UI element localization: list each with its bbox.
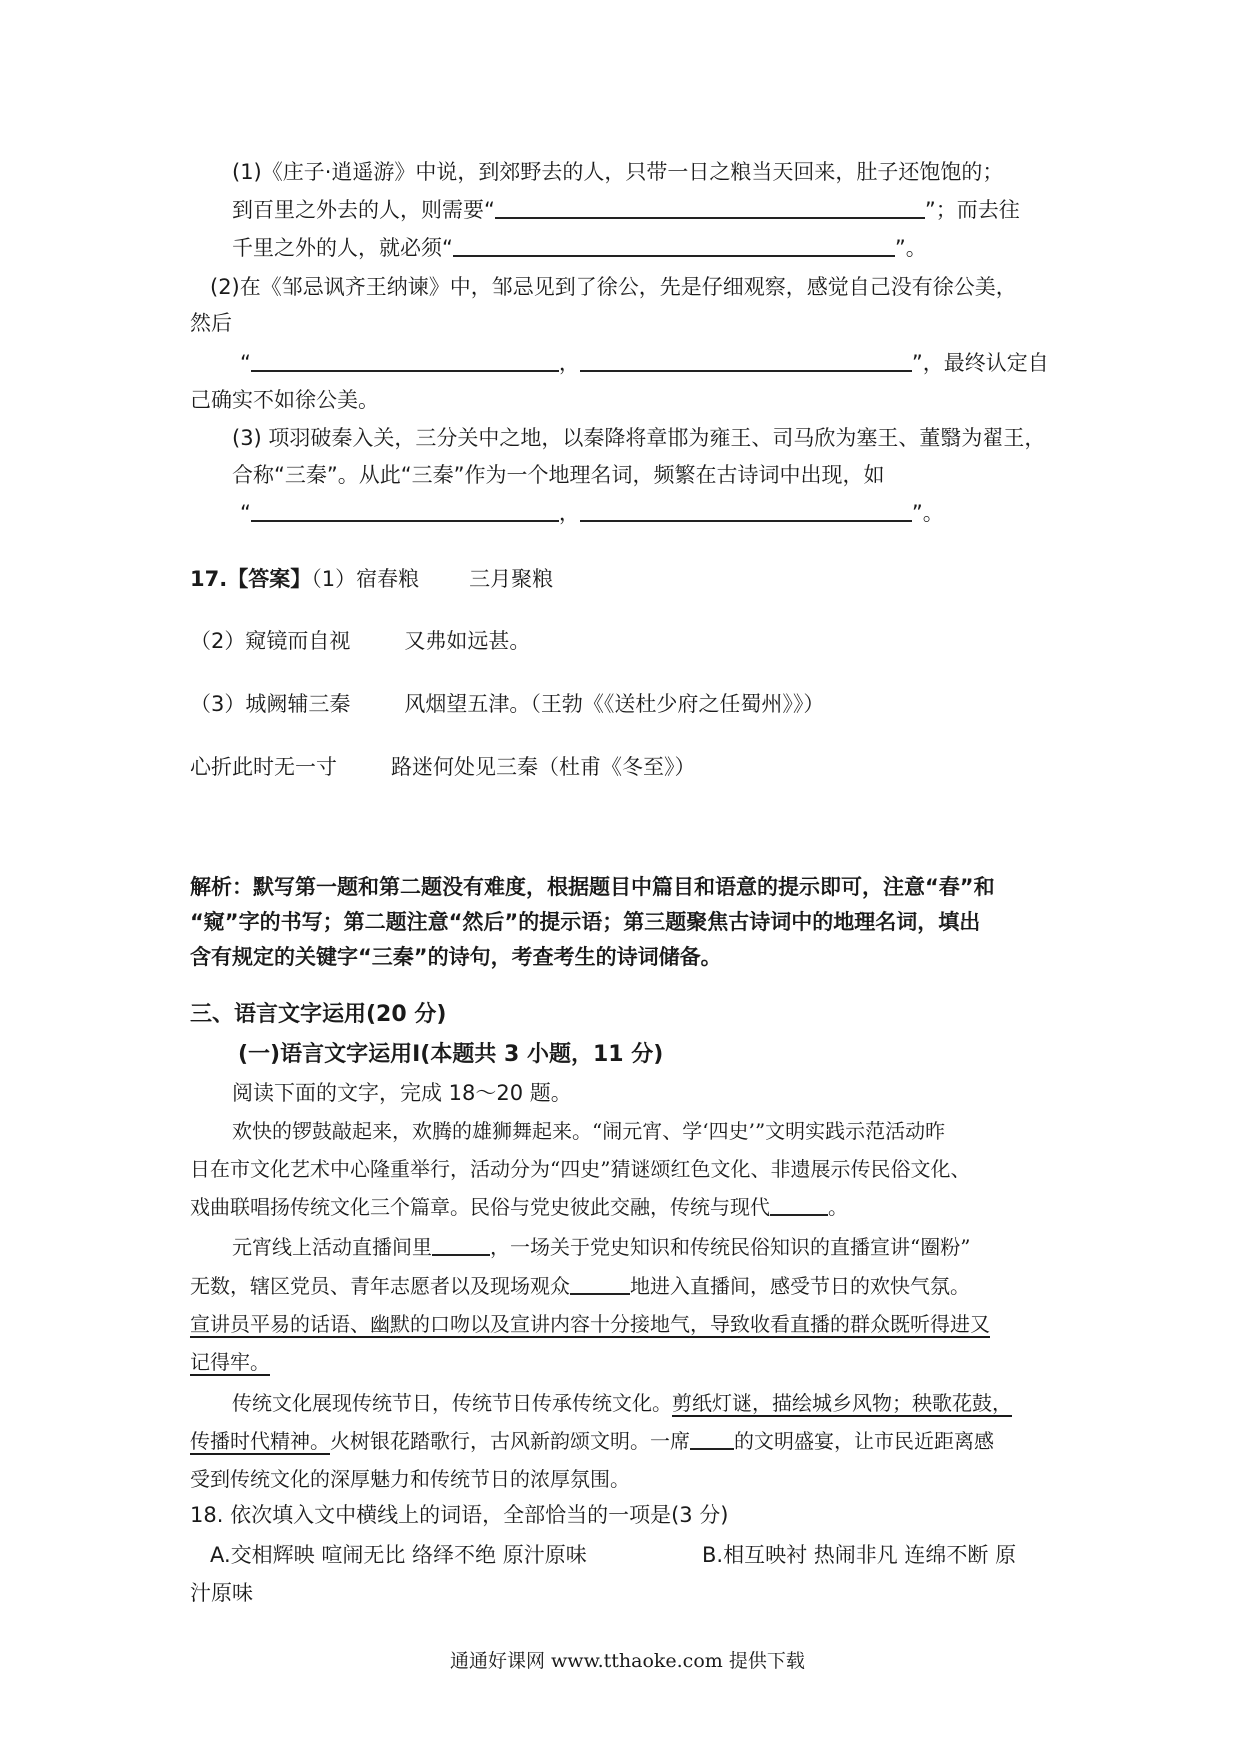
answer-text: （2）窥镜而自视 <box>190 629 351 653</box>
q16-part3-line2: 合称“三秦”。从此“三秦”作为一个地理名词，频繁在古诗词中出现，如 <box>232 463 885 487</box>
q18-option-a[interactable]: A.交相辉映 喧闹无比 络绎不绝 原汁原味 <box>210 1543 587 1567</box>
answer-blank[interactable] <box>580 348 912 372</box>
passage-text: ，一场关于党史知识和传统民俗知识的直播宣讲“圈粉” <box>490 1235 971 1259</box>
passage-text: 。 <box>828 1195 848 1219</box>
q18-option-b-continued: 汁原味 <box>190 1581 253 1605</box>
underlined-sentence: 传播时代精神。 <box>190 1429 330 1453</box>
q16-part3-text-end: ”。 <box>911 501 944 525</box>
q16-part2-line3 <box>240 348 1049 378</box>
passage-line: 欢快的锣鼓敲起来，欢腾的雄狮舞起来。“闹元宵、学‘四史’”文明实践示范活动昨 <box>232 1119 946 1143</box>
answer-blank[interactable] <box>251 498 559 522</box>
answer-text: 风烟望五津。（王勃《《送杜少府之任蜀州》》） <box>404 692 825 716</box>
comma: ， <box>558 501 580 525</box>
passage-line <box>190 1192 848 1222</box>
passage-line: 日在市文化艺术中心隆重举行，活动分为“四史”猜谜颂红色文化、非遗展示传民俗文化、 <box>190 1157 971 1181</box>
analysis-line3: 含有规定的关键字“三秦”的诗句，考查考生的诗词储备。 <box>190 945 722 969</box>
comma: ， <box>558 351 580 375</box>
subsection-title: (一)语言文字运用Ⅰ(本题共 3 小题，11 分) <box>238 1042 664 1067</box>
underlined-sentence: 记得牢。 <box>190 1350 270 1374</box>
answer-blank[interactable] <box>251 348 559 372</box>
fill-blank[interactable] <box>432 1234 490 1256</box>
passage-text: 传统文化展现传统节日，传统节日传承传统文化。 <box>232 1391 672 1415</box>
q17-answer-line2 <box>190 626 530 656</box>
q16-part2-text-end: ”，最终认定自 <box>911 351 1049 375</box>
answer-blank[interactable] <box>495 195 925 219</box>
q18-stem: 18. 依次填入文中横线上的词语，全部恰当的一项是(3 分) <box>190 1503 729 1527</box>
passage-text: 地进入直播间，感受节日的欢快气氛。 <box>630 1274 970 1298</box>
answer-blank[interactable] <box>453 233 895 257</box>
quote-open: “ <box>240 501 251 525</box>
q16-part1-line3 <box>232 233 927 263</box>
passage-line <box>190 1426 994 1456</box>
q18-option-b[interactable]: B.相互映衬 热闹非凡 连绵不断 原 <box>702 1543 1017 1567</box>
passage-text: 的文明盛宴，让市民近距离感 <box>734 1429 994 1453</box>
q17-answer-line1 <box>190 564 553 594</box>
fill-blank[interactable] <box>690 1428 734 1450</box>
q16-part3-line3 <box>240 498 944 528</box>
q16-part1-text: 到百里之外去的人，则需要“ <box>232 198 495 222</box>
q16-part2-line2: 然后 <box>190 311 232 335</box>
q16-part1-text-end: ”。 <box>894 236 927 260</box>
reading-instruction: 阅读下面的文字，完成 18～20 题。 <box>232 1081 572 1105</box>
q17-answer-line4 <box>190 752 696 782</box>
passage-text: 火树银花踏歌行，古风新韵颂文明。一席 <box>330 1429 690 1453</box>
answer-text: 心折此时无一寸 <box>190 755 337 779</box>
q16-part1-line2 <box>232 195 1020 225</box>
passage-line: 受到传统文化的深厚魅力和传统节日的浓厚氛围。 <box>190 1467 630 1491</box>
q16-part3-line1: (3) 项羽破秦入关，三分关中之地，以秦降将章邯为雍王、司马欣为塞王、董翳为翟王， <box>232 426 1046 450</box>
answer-blank[interactable] <box>580 498 912 522</box>
underlined-sentence: 剪纸灯谜，描绘城乡风物；秧歌花鼓， <box>672 1391 1012 1415</box>
q16-part2-line4: 己确实不如徐公美。 <box>190 388 379 412</box>
passage-line <box>232 1388 1012 1418</box>
answer-text: 三月聚粮 <box>469 567 554 591</box>
analysis-line1: 解析：默写第一题和第二题没有难度，根据题目中篇目和语意的提示即可，注意“春”和 <box>190 875 995 899</box>
underlined-sentence: 宣讲员平易的话语、幽默的口吻以及宣讲内容十分接地气，导致收看直播的群众既听得进又 <box>190 1312 990 1336</box>
passage-text: 戏曲联唱扬传统文化三个篇章。民俗与党史彼此交融，传统与现代 <box>190 1195 770 1219</box>
passage-line <box>232 1232 970 1262</box>
answer-text: 又弗如远甚。 <box>404 629 531 653</box>
passage-line <box>190 1271 970 1301</box>
quote-open: “ <box>240 351 251 375</box>
q16-part1-line1: (1)《庄子·逍遥游》中说，到郊野去的人，只带一日之粮当天回来，肚子还饱饱的； <box>232 160 1004 184</box>
answer-text: 路迷何处见三秦（杜甫《冬至》） <box>391 755 696 779</box>
passage-text: 无数，辖区党员、青年志愿者以及现场观众 <box>190 1274 570 1298</box>
q16-part1-text: 千里之外的人，就必须“ <box>232 236 453 260</box>
answer-text: （3）城阙辅三秦 <box>190 692 351 716</box>
analysis-line2: “窥”字的书写；第二题注意“然后”的提示语；第三题聚焦古诗词中的地理名词，填出 <box>190 910 981 934</box>
answer-label: 17.【答案】 <box>190 567 312 591</box>
fill-blank[interactable] <box>570 1273 630 1295</box>
q16-part1-text-end: ”；而去往 <box>924 198 1020 222</box>
answer-text: （1）宿春粮 <box>311 567 420 591</box>
q16-part2-line1: (2)在《邹忌讽齐王纳谏》中，邹忌见到了徐公，先是仔细观察，感觉自己没有徐公美， <box>210 275 1017 299</box>
passage-text: 元宵线上活动直播间里 <box>232 1235 432 1259</box>
section-title: 三、语言文字运用(20 分) <box>190 1002 447 1027</box>
q17-answer-line3 <box>190 689 824 719</box>
page-footer: 通通好课网 www.tthaoke.com 提供下载 <box>450 1650 805 1672</box>
fill-blank[interactable] <box>770 1194 828 1216</box>
